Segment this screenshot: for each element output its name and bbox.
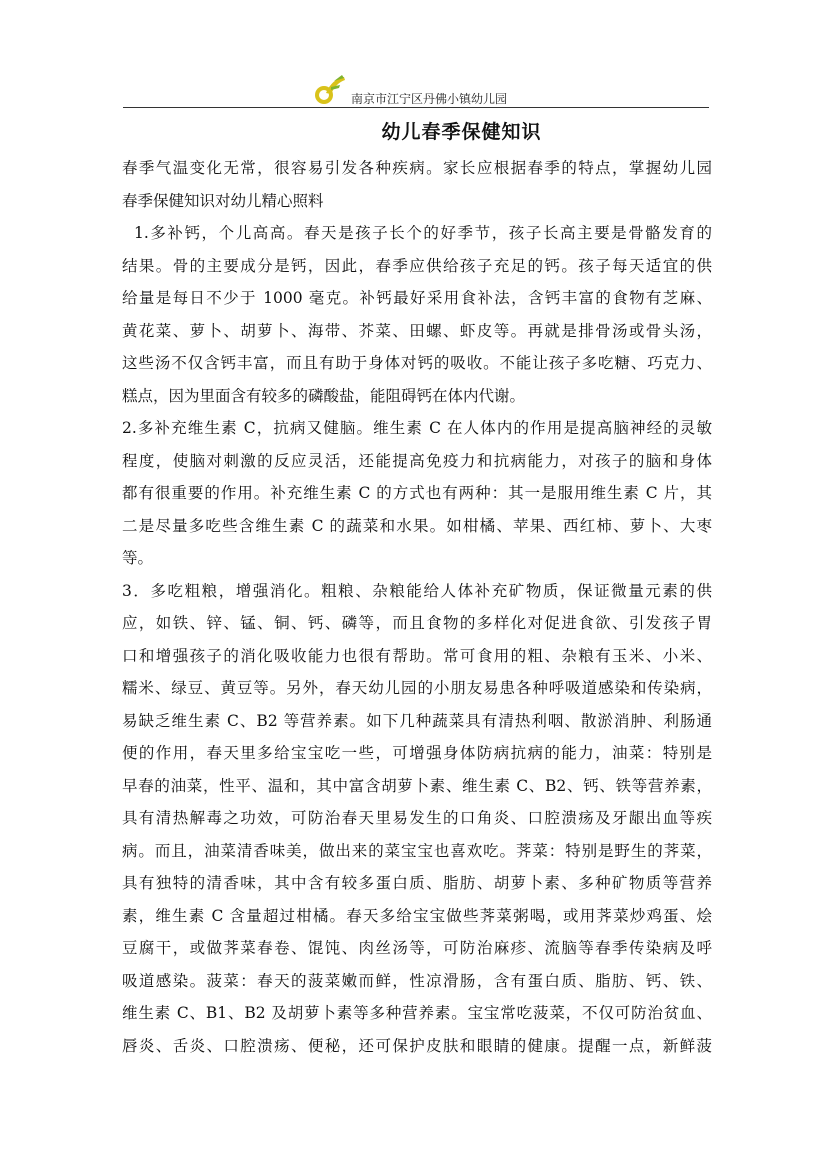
text-line: 应，如铁、锌、锰、铜、钙、磷等，而且食物的多样化对促进食欲、引发孩子胃 [122, 614, 712, 632]
text-line: 给量是每日不少于 1000 毫克。补钙最好采用食补法，含钙丰富的食物有芝麻、 [122, 289, 712, 307]
text-line: 这些汤不仅含钙丰富，而且有助于身体对钙的吸收。不能让孩子多吃糖、巧克力、 [122, 354, 712, 372]
text-line: 维生素 C、B1、B2 及胡萝卜素等多种营养素。宝宝常吃菠菜，不仅可防治贫血、 [122, 1004, 712, 1022]
text-line: 易缺乏维生素 C、B2 等营养素。如下几种蔬菜具有清热利咽、散淤消肿、利肠通 [122, 711, 712, 730]
text-line: 结果。骨的主要成分是钙，因此，春季应供给孩子充足的钙。孩子每天适宜的供 [122, 256, 712, 275]
text-line: 黄花菜、萝卜、胡萝卜、海带、芥菜、田螺、虾皮等。再就是排骨汤或骨头汤， [122, 321, 712, 340]
text-line: 春季保健知识对幼儿精心照料 [122, 191, 324, 210]
text-line: 具有独特的清香味，其中含有较多蛋白质、脂肪、胡萝卜素、多种矿物质等营养 [122, 874, 712, 892]
document-body [122, 152, 712, 1062]
text-line: 素，维生素 C 含量超过柑橘。春天多给宝宝做些荠菜粥喝，或用荠菜炒鸡蛋、烩 [122, 906, 712, 925]
text-line: 口和增强孩子的消化吸收能力也很有帮助。常可食用的粗、杂粮有玉米、小米、 [122, 646, 712, 665]
text-line: 等。 [122, 549, 154, 567]
text-line: 早春的油菜，性平、温和，其中富含胡萝卜素、维生素 C、B2、钙、铁等营养素， [122, 776, 712, 795]
text-line: 2.多补充维生素 C，抗病又健脑。维生素 C 在人体内的作用是提高脑神经的灵敏 [122, 419, 712, 437]
school-name: 南京市江宁区丹佛小镇幼儿园 [351, 92, 508, 106]
text-line: 糕点，因为里面含有较多的磷酸盐，能阻碍钙在体内代谢。 [122, 386, 526, 405]
text-line: 豆腐干，或做荠菜春卷、馄饨、肉丝汤等，可防治麻疹、流脑等春季传染病及呼 [122, 939, 712, 957]
kindergarten-logo-icon [314, 73, 348, 105]
text-line: 具有清热解毒之功效，可防治春天里易发生的口角炎、口腔溃疡及牙龈出血等疾 [122, 809, 712, 827]
text-line: 春季气温变化无常，很容易引发各种疾病。家长应根据春季的特点，掌握幼儿园 [122, 159, 712, 177]
text-line: 吸道感染。菠菜：春天的菠菜嫩而鲜，性凉滑肠，含有蛋白质、脂肪、钙、铁、 [122, 971, 712, 990]
page-header [123, 68, 709, 108]
document-title: 幼儿春季保健知识 [381, 121, 542, 143]
text-line: 3．多吃粗粮，增强消化。粗粮、杂粮能给人体补充矿物质，保证微量元素的供 [122, 581, 712, 600]
text-line: 病。而且，油菜清香味美，做出来的菜宝宝也喜欢吃。荠菜：特别是野生的荠菜， [122, 841, 712, 860]
text-line: 都有很重要的作用。补充维生素 C 的方式也有两种：其一是服用维生素 C 片，其 [122, 484, 712, 502]
text-line: 唇炎、舌炎、口腔溃疡、便秘，还可保护皮肤和眼睛的健康。提醒一点，新鲜菠 [122, 1036, 712, 1055]
text-line: 便的作用，春天里多给宝宝吃一些，可增强身体防病抗病的能力，油菜：特别是 [122, 744, 712, 762]
text-line: 二是尽量多吃些含维生素 C 的蔬菜和水果。如柑橘、苹果、西红柿、萝卜、大枣 [122, 516, 712, 535]
text-line: 1.多补钙，个儿高高。春天是孩子长个的好季节，孩子长高主要是骨骼发育的 [134, 224, 712, 242]
text-line: 程度，使脑对刺激的反应灵活，还能提高免疫力和抗病能力，对孩子的脑和身体 [122, 451, 712, 470]
header-divider [123, 107, 709, 108]
text-line: 糯米、绿豆、黄豆等。另外，春天幼儿园的小朋友易患各种呼吸道感染和传染病， [122, 679, 712, 697]
